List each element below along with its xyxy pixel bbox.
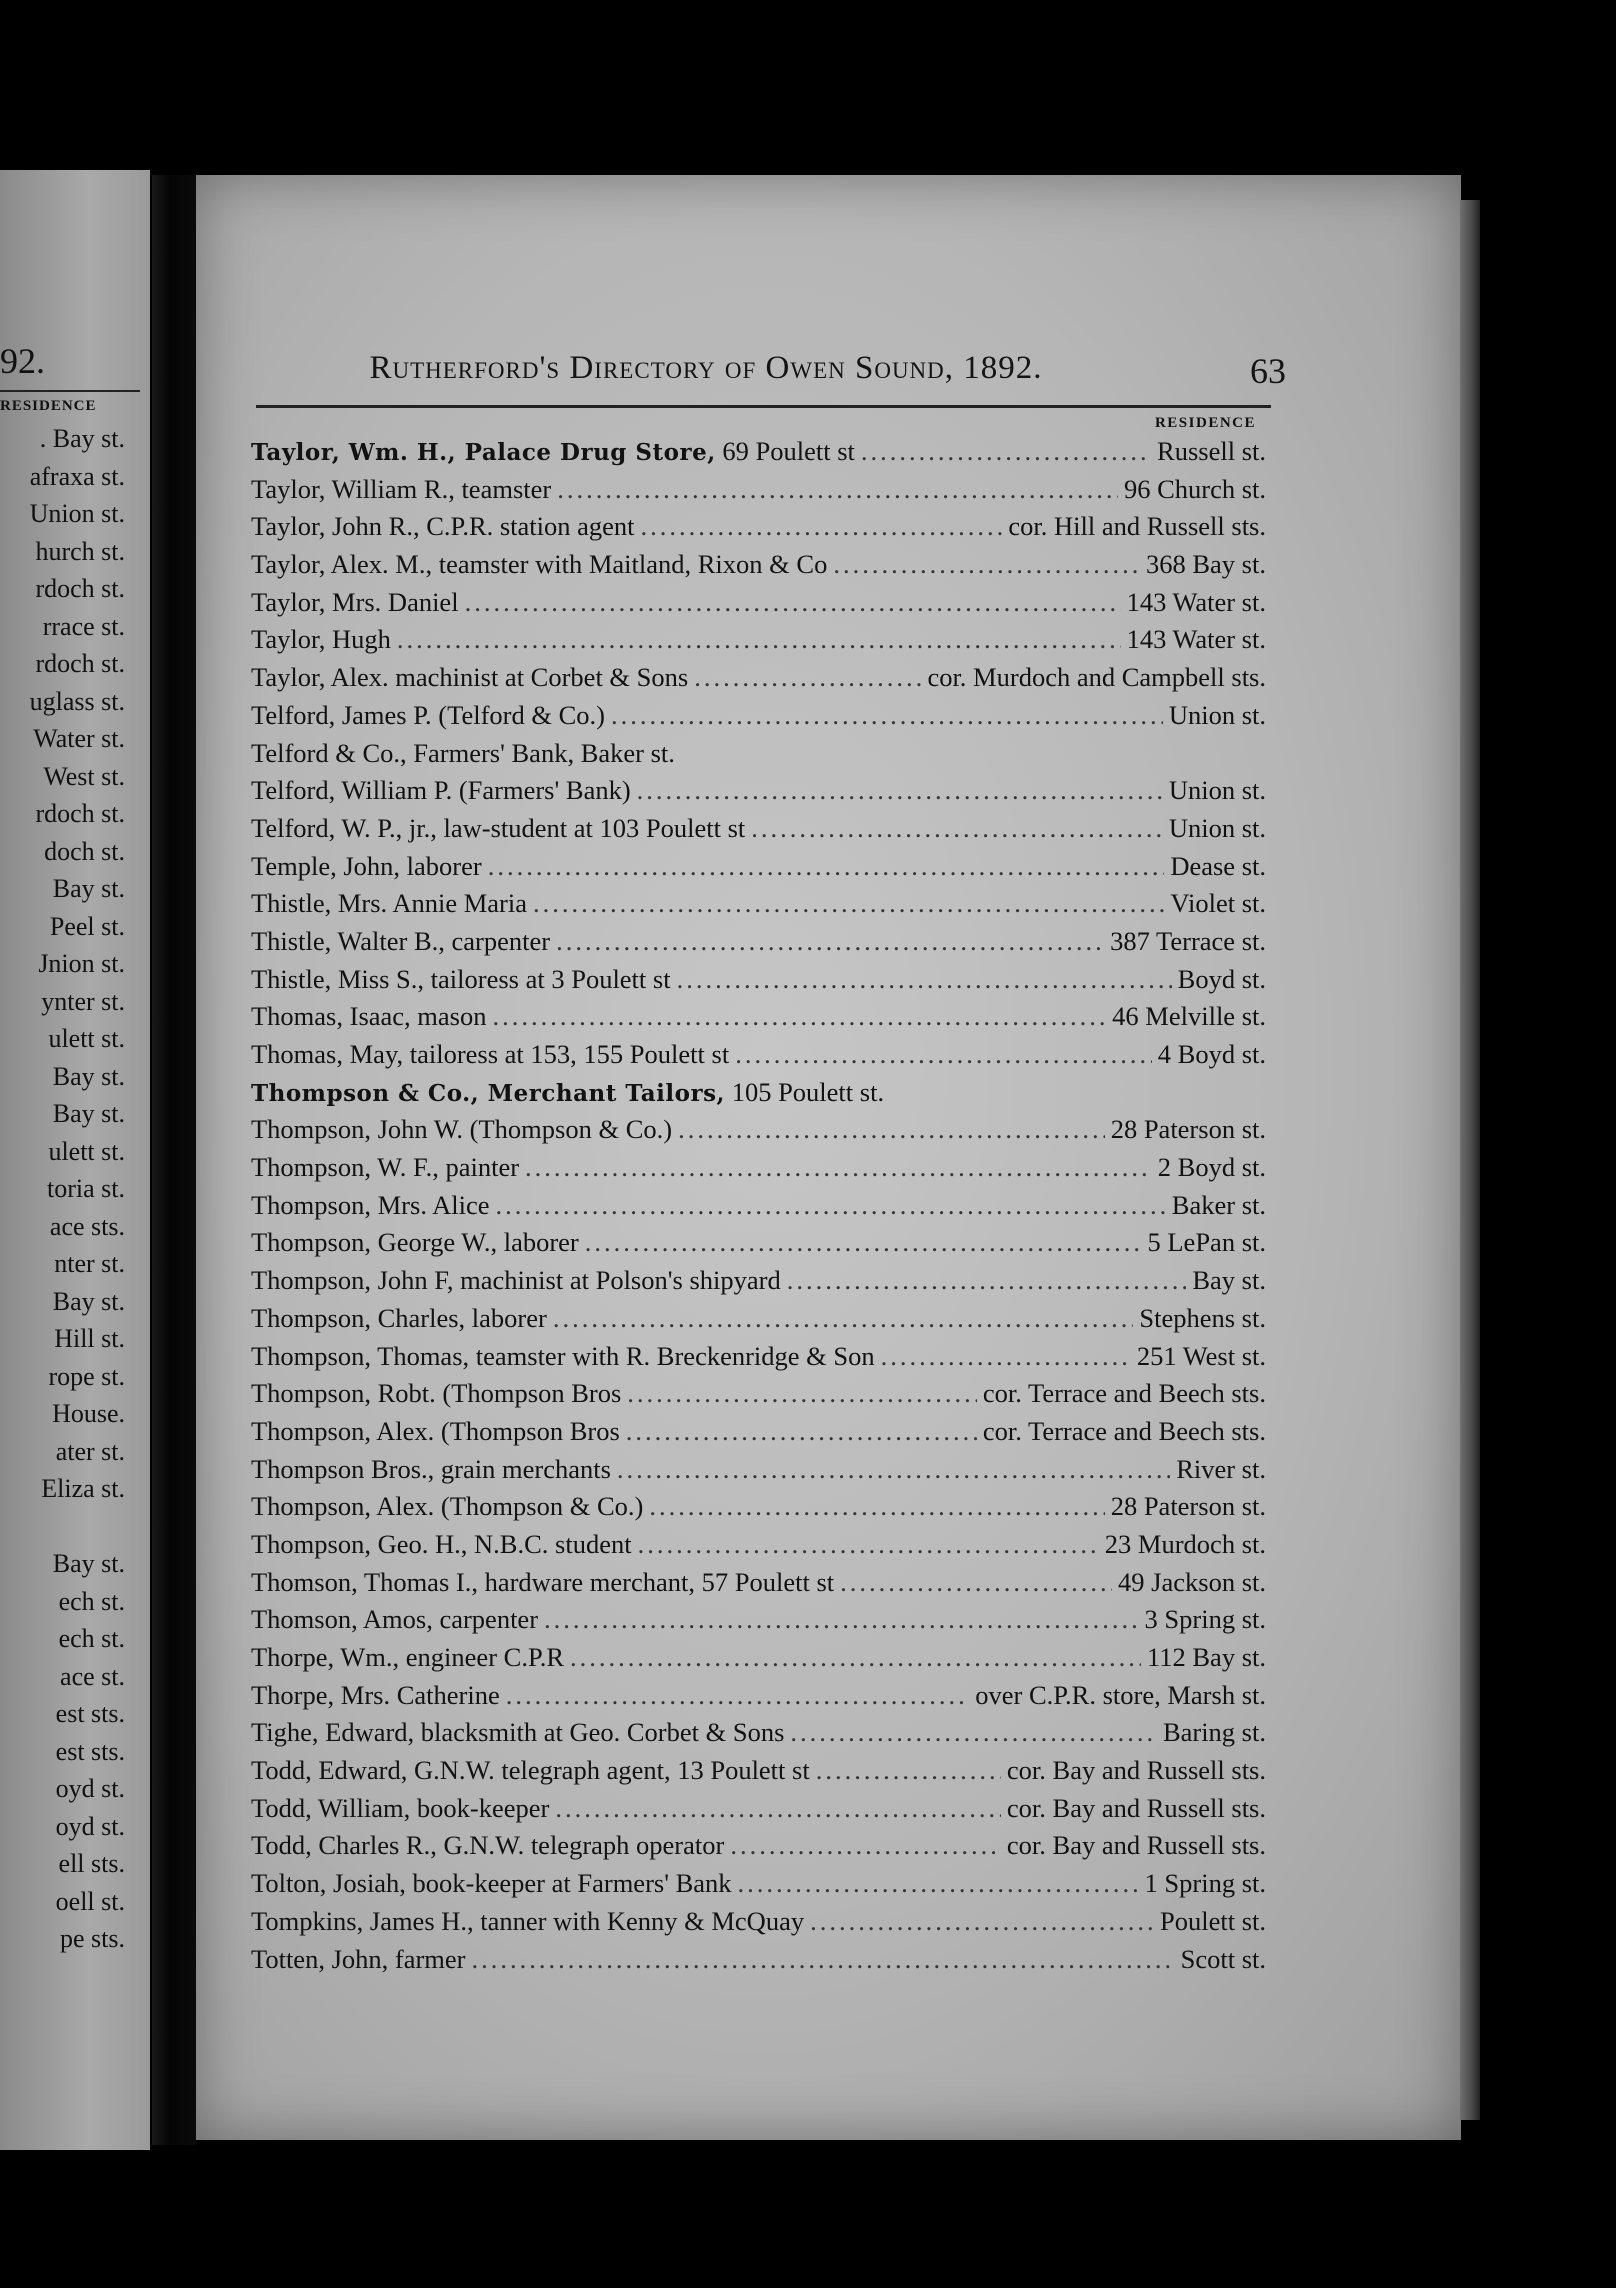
entry-name: Thompson, Mrs. Alice	[251, 1189, 490, 1220]
left-page-line: est sts.	[55, 1736, 125, 1766]
left-page-line: ater st.	[55, 1436, 125, 1466]
left-page-line: Bay st.	[52, 1286, 125, 1316]
directory-entry	[251, 1601, 1266, 1639]
entry-residence: Poulett st.	[1159, 1905, 1266, 1936]
entry-name: Thistle, Walter B., carpenter	[251, 925, 551, 956]
leader-dots	[611, 697, 1163, 735]
directory-entries	[251, 433, 1266, 1978]
page-title: Rutherford's Directory of Owen Sound, 1892.	[369, 350, 1043, 386]
entry-residence: cor. Bay and Russell sts.	[1006, 1830, 1266, 1861]
left-page-rule	[0, 390, 140, 392]
entry-name: Taylor, William R., teamster	[251, 473, 552, 504]
entry-residence: cor. Bay and Russell sts.	[1006, 1792, 1266, 1823]
entry-residence: Russell st.	[1157, 436, 1266, 466]
entry-residence: 4 Boyd st.	[1157, 1039, 1266, 1069]
entry-name: Telford, William P. (Farmers' Bank)	[251, 775, 631, 806]
directory-entry	[251, 1262, 1266, 1300]
left-page-year: 92.	[0, 341, 45, 381]
leader-dots	[638, 1526, 1099, 1564]
left-page-line: Hill st.	[54, 1324, 125, 1353]
left-page-line: rrace st.	[42, 611, 125, 641]
directory-entry	[251, 1752, 1266, 1790]
entry-name: Thorpe, Wm., engineer C.P.R	[251, 1642, 565, 1672]
directory-entry	[251, 1790, 1266, 1828]
page-header	[256, 350, 1286, 396]
leader-dots	[544, 1601, 1138, 1639]
leader-dots	[751, 810, 1163, 848]
entry-business-address: 69 Poulett st	[715, 436, 855, 466]
directory-entry	[251, 810, 1266, 848]
leader-dots	[816, 1752, 1001, 1790]
leader-dots	[637, 772, 1163, 810]
leader-dots	[861, 433, 1151, 471]
entry-residence: Dease st.	[1170, 850, 1266, 881]
entry-residence: Baker st.	[1171, 1189, 1266, 1220]
entry-residence: Union st.	[1168, 775, 1266, 806]
entry-name: Telford, James P. (Telford & Co.)	[251, 699, 605, 730]
left-page-line: Bay st.	[52, 1099, 125, 1128]
leader-dots	[738, 1865, 1139, 1903]
leader-dots	[649, 1488, 1104, 1526]
entry-name: Tolton, Josiah, book-keeper at Farmers' Bank	[251, 1868, 732, 1899]
leader-dots	[730, 1827, 1001, 1865]
directory-entry	[251, 471, 1266, 509]
leader-dots	[840, 1564, 1112, 1602]
directory-entry	[251, 1224, 1266, 1262]
entry-name: Thompson Bros., grain merchants	[251, 1453, 611, 1484]
entry-residence: 46 Melville st.	[1112, 1001, 1266, 1032]
leader-dots	[570, 1639, 1141, 1677]
entry-name: Thompson, George W., laborer	[251, 1227, 579, 1258]
left-page-line: ace sts.	[49, 1211, 125, 1241]
entry-name: Temple, John, laborer	[251, 850, 482, 881]
leader-dots	[472, 1941, 1175, 1979]
entry-residence: 1 Spring st.	[1144, 1868, 1266, 1899]
directory-entry	[251, 659, 1266, 697]
entry-name: Tighe, Edward, blacksmith at Geo. Corbet & Sons	[251, 1717, 785, 1748]
entry-residence: 49 Jackson st.	[1118, 1566, 1266, 1597]
entry-name: Thompson, W. F., painter	[251, 1152, 520, 1183]
left-page-line: pe sts.	[60, 1924, 125, 1953]
left-page-line: ech st.	[58, 1624, 125, 1653]
directory-entry	[251, 848, 1266, 886]
directory-entry	[251, 1111, 1266, 1149]
leader-dots	[641, 508, 1003, 546]
entry-business-address: 105 Poulett st.	[725, 1076, 885, 1107]
entry-residence: cor. Murdoch and Campbell sts.	[927, 662, 1266, 693]
residence-column-label: RESIDENCE	[1154, 415, 1256, 431]
directory-entry	[251, 885, 1266, 923]
directory-entry	[251, 772, 1266, 810]
entry-residence: 3 Spring st.	[1144, 1604, 1266, 1635]
entry-name: Thompson, Robt. (Thompson Bros	[251, 1378, 622, 1409]
entry-name: Taylor, Alex. machinist at Corbet & Sons	[251, 662, 689, 693]
directory-entry	[251, 1338, 1266, 1376]
directory-entry	[251, 1375, 1266, 1413]
entry-name: Taylor, Alex. M., teamster with Maitland, Rixon & Co	[251, 549, 828, 580]
left-facing-page	[0, 170, 150, 2150]
entry-residence: Scott st.	[1180, 1943, 1266, 1974]
leader-dots	[557, 471, 1118, 509]
left-page-line: est sts.	[55, 1699, 125, 1728]
left-page-line: rdoch st.	[35, 574, 125, 603]
entry-residence: 5 LePan st.	[1147, 1227, 1266, 1258]
entry-name: Thompson, Alex. (Thompson Bros	[251, 1415, 620, 1446]
entry-name: Thomson, Amos, carpenter	[251, 1604, 539, 1635]
leader-dots	[496, 1187, 1166, 1225]
entry-name: Thompson, John W. (Thompson & Co.)	[251, 1114, 673, 1145]
left-page-line: Bay st.	[52, 1061, 125, 1091]
directory-entry	[251, 697, 1266, 735]
entry-name: Thompson & Co., Merchant Tailors,	[251, 1079, 726, 1107]
leader-dots	[833, 546, 1140, 584]
leader-dots	[810, 1903, 1154, 1941]
directory-entry	[251, 1074, 1266, 1112]
entry-residence: Stephens st.	[1139, 1302, 1266, 1333]
entry-residence: Union st.	[1168, 699, 1266, 730]
entry-residence: cor. Hill and Russell sts.	[1008, 511, 1266, 542]
directory-entry	[251, 1488, 1266, 1526]
left-page-lines	[0, 420, 125, 1958]
entry-residence: River st.	[1176, 1453, 1266, 1484]
left-page-line: ulett st.	[48, 1024, 125, 1053]
entry-residence: 112 Bay st.	[1146, 1642, 1266, 1672]
entry-name: Thompson, John F, machinist at Polson's shipyard	[251, 1265, 781, 1296]
leader-dots	[678, 1111, 1105, 1149]
left-page-line: ace st.	[60, 1661, 125, 1691]
entry-name: Thomas, Isaac, mason	[251, 1001, 487, 1032]
left-page-line: . Bay st.	[39, 424, 125, 453]
leader-dots	[585, 1224, 1142, 1262]
left-page-line: nter st.	[54, 1249, 125, 1278]
entry-name: Totten, John, farmer	[251, 1943, 466, 1974]
directory-entry	[251, 1865, 1266, 1903]
directory-entry	[251, 1941, 1266, 1979]
leader-dots	[553, 1300, 1134, 1338]
entry-residence: Baring st.	[1162, 1717, 1266, 1748]
entry-name: Taylor, John R., C.P.R. station agent	[251, 511, 635, 542]
left-page-line: Bay st.	[52, 874, 125, 903]
entry-residence: 23 Murdoch st.	[1104, 1528, 1266, 1559]
book-gutter	[152, 175, 196, 2145]
left-page-line: uglass st.	[29, 686, 125, 716]
entry-name: Taylor, Hugh	[251, 624, 391, 655]
directory-entry	[251, 1827, 1266, 1865]
directory-entry	[251, 1187, 1266, 1225]
leader-dots	[627, 1375, 977, 1413]
leader-dots	[787, 1262, 1187, 1300]
directory-entry	[251, 1677, 1266, 1715]
left-page-line: ynter st.	[41, 986, 125, 1016]
left-page-line: rdoch st.	[35, 799, 125, 828]
leader-dots	[555, 1790, 1001, 1828]
left-page-line: doch st.	[44, 836, 125, 866]
entry-name: Todd, William, book-keeper	[251, 1792, 550, 1823]
left-page-heading: RESIDENCE	[0, 398, 97, 414]
page-edge	[1460, 200, 1480, 2120]
entry-residence: 251 West st.	[1136, 1340, 1266, 1371]
entry-name: Taylor, Mrs. Daniel	[251, 586, 459, 617]
left-page-line: Union st.	[29, 499, 125, 528]
left-page-line: afraxa st.	[29, 461, 125, 491]
entry-name: Telford & Co., Farmers' Bank, Baker st.	[251, 737, 675, 768]
entry-residence: 28 Paterson st.	[1110, 1491, 1266, 1522]
entry-name: Todd, Edward, G.N.W. telegraph agent, 13 Poulett st	[251, 1755, 810, 1786]
leader-dots	[533, 885, 1164, 923]
entry-residence: 28 Paterson st.	[1110, 1114, 1266, 1145]
entry-residence: 2 Boyd st.	[1157, 1152, 1266, 1183]
left-page-line: hurch st.	[35, 536, 125, 566]
entry-name: Thorpe, Mrs. Catherine	[251, 1679, 500, 1710]
entry-name: Taylor, Wm. H., Palace Drug Store,	[251, 439, 716, 466]
entry-residence: Violet st.	[1170, 888, 1266, 919]
left-page-line: West st.	[43, 761, 125, 791]
left-page-line: oell st.	[55, 1886, 125, 1916]
directory-entry	[251, 508, 1266, 546]
left-page-line: rdoch st.	[35, 649, 125, 678]
left-page-line: ech st.	[58, 1586, 125, 1616]
entry-residence: 143 Water st.	[1126, 624, 1266, 655]
entry-residence: cor. Bay and Russell sts.	[1006, 1755, 1266, 1786]
entry-name: Thistle, Mrs. Annie Maria	[251, 888, 527, 919]
entry-name: Thompson, Geo. H., N.B.C. student	[251, 1528, 632, 1559]
left-page-line: House.	[52, 1399, 125, 1428]
entry-residence: Boyd st.	[1177, 963, 1266, 994]
entry-name: Tompkins, James H., tanner with Kenny & McQuay	[251, 1905, 805, 1936]
entry-residence: Bay st.	[1192, 1265, 1266, 1296]
entry-residence: cor. Terrace and Beech sts.	[982, 1415, 1266, 1446]
left-page-line: Water st.	[33, 724, 125, 753]
left-page-line: Jnion st.	[38, 949, 125, 978]
leader-dots	[881, 1338, 1131, 1376]
entry-residence: 368 Bay st.	[1146, 549, 1266, 580]
directory-entry	[251, 961, 1266, 999]
leader-dots	[556, 923, 1104, 961]
left-page-line: Peel st.	[49, 911, 125, 941]
entry-name: Thompson, Charles, laborer	[251, 1302, 547, 1333]
directory-entry	[251, 1036, 1266, 1074]
directory-entry	[251, 998, 1266, 1036]
left-page-line	[0, 1508, 125, 1546]
directory-entry	[251, 621, 1266, 659]
page-number: 63	[1250, 351, 1286, 391]
leader-dots	[493, 998, 1107, 1036]
directory-entry	[251, 735, 1266, 773]
entry-residence: Union st.	[1168, 812, 1266, 843]
entry-name: Thompson, Thomas, teamster with R. Breckenridge & Son	[251, 1340, 875, 1371]
left-page-line: ell sts.	[58, 1849, 125, 1878]
directory-entry	[251, 1413, 1266, 1451]
entry-name: Thomson, Thomas I., hardware merchant, 57 Poulett st	[251, 1566, 835, 1597]
directory-page	[196, 175, 1461, 2140]
left-page-line: Eliza st.	[41, 1474, 125, 1503]
left-page-line: ulett st.	[48, 1136, 125, 1166]
left-page-line: oyd st.	[55, 1811, 125, 1841]
leader-dots	[397, 621, 1121, 659]
entry-name: Thomas, May, tailoress at 153, 155 Poulett st	[251, 1039, 730, 1069]
entry-residence: cor. Terrace and Beech sts.	[982, 1378, 1266, 1409]
directory-entry	[251, 1149, 1266, 1187]
leader-dots	[506, 1677, 969, 1715]
directory-entry	[251, 546, 1266, 584]
leader-dots	[735, 1036, 1152, 1074]
leader-dots	[465, 584, 1121, 622]
left-page-line: Bay st.	[52, 1549, 125, 1578]
directory-entry	[251, 1714, 1266, 1752]
left-page-line: toria st.	[47, 1174, 125, 1203]
entry-name: Todd, Charles R., G.N.W. telegraph operator	[251, 1830, 725, 1861]
leader-dots	[488, 848, 1165, 886]
leader-dots	[626, 1413, 977, 1451]
entry-residence: 387 Terrace st.	[1110, 925, 1266, 956]
header-rule	[256, 405, 1271, 408]
entry-residence: over C.P.R. store, Marsh st.	[975, 1679, 1266, 1710]
leader-dots	[790, 1714, 1157, 1752]
directory-entry	[251, 1639, 1266, 1677]
directory-entry	[251, 923, 1266, 961]
leader-dots	[525, 1149, 1152, 1187]
left-page-line: oyd st.	[55, 1774, 125, 1803]
entry-residence: 143 Water st.	[1126, 586, 1266, 617]
directory-entry	[251, 1903, 1266, 1941]
entry-name: Thistle, Miss S., tailoress at 3 Poulett st	[251, 963, 671, 994]
directory-entry	[251, 584, 1266, 622]
directory-entry	[251, 1564, 1266, 1602]
entry-residence: 96 Church st.	[1123, 473, 1266, 504]
directory-entry	[251, 1300, 1266, 1338]
leader-dots	[677, 961, 1172, 999]
leader-dots	[694, 659, 921, 697]
directory-entry	[251, 1451, 1266, 1489]
directory-entry	[251, 1526, 1266, 1564]
directory-entry	[251, 433, 1266, 471]
leader-dots	[617, 1451, 1170, 1489]
entry-name: Thompson, Alex. (Thompson & Co.)	[251, 1491, 644, 1522]
left-page-line: rope st.	[48, 1361, 125, 1391]
entry-name: Telford, W. P., jr., law-student at 103 Poulett st	[251, 812, 746, 843]
